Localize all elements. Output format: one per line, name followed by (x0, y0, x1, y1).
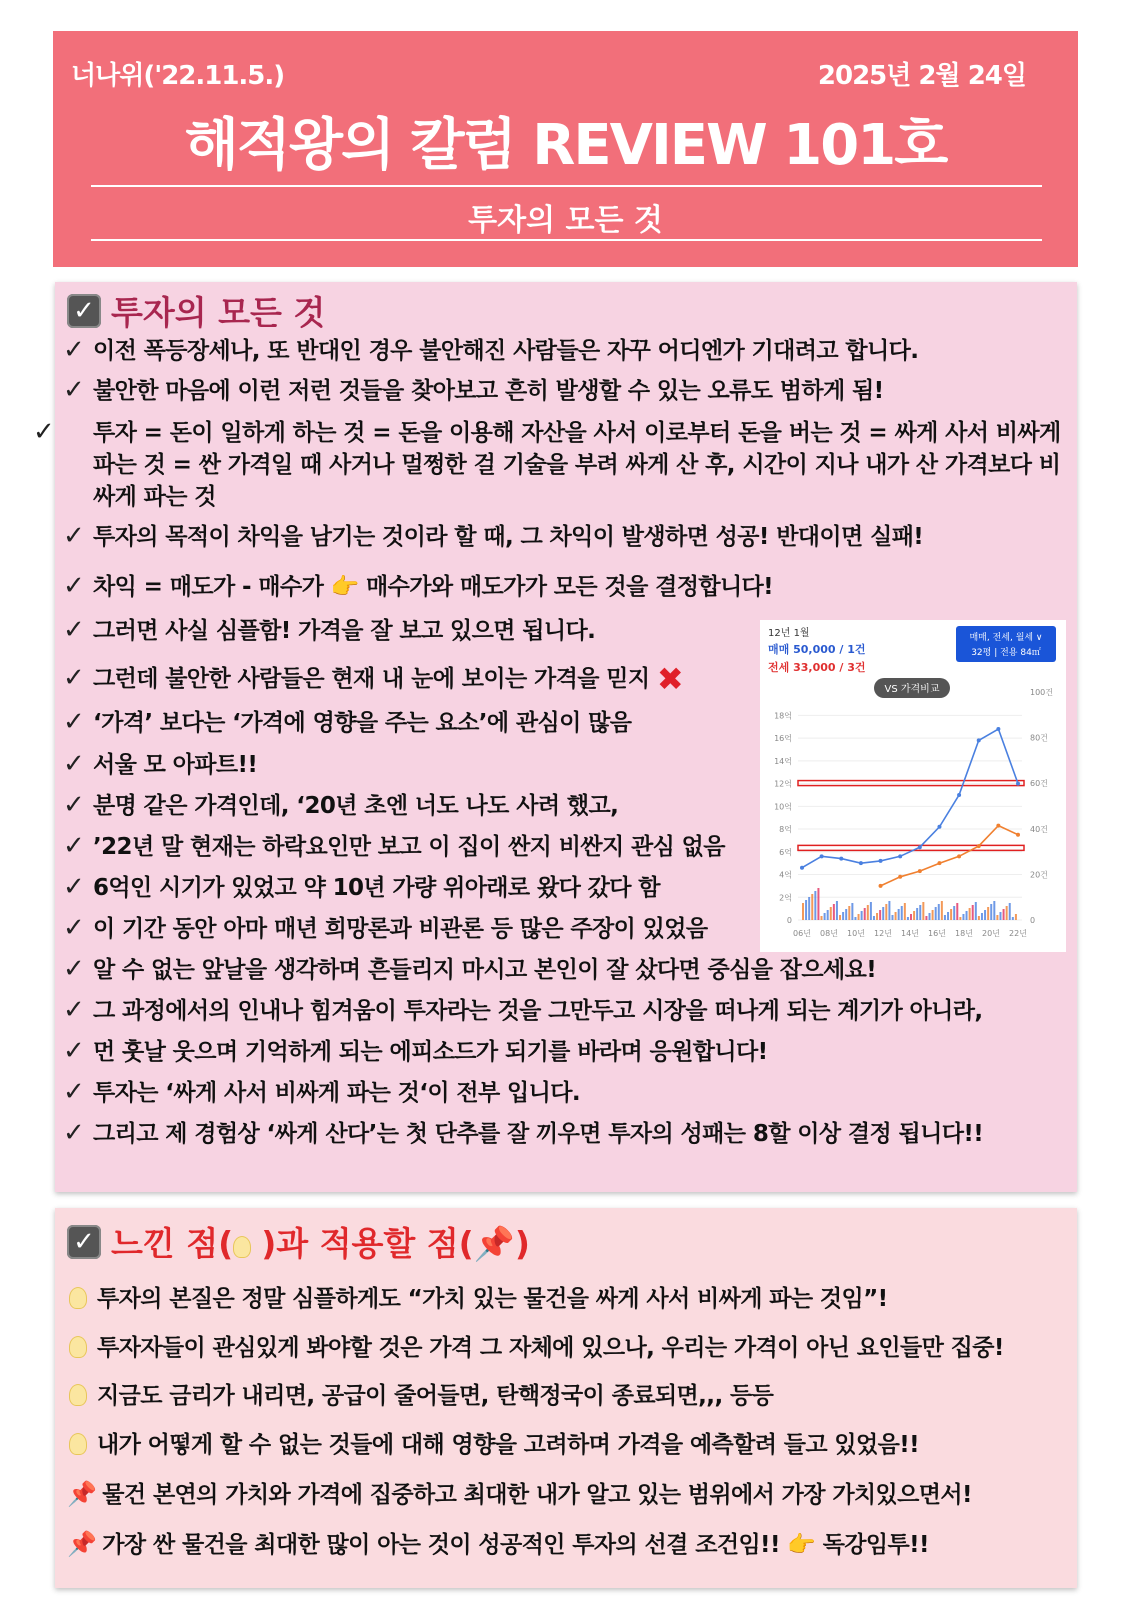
volume-bar (876, 913, 878, 920)
list-item: 지금도 금리가 내리면, 공급이 줄어들면, 탄핵정국이 종료되면,,, 등등 (69, 1380, 773, 1412)
chart-header-date: 12년 1월 (768, 628, 810, 639)
volume-bar (873, 916, 875, 920)
volume-bar (802, 903, 804, 920)
list-item: ✓ 알 수 없는 앞날을 생각하며 흔들리지 마시고 본인이 잘 샀다면 중심을 잡으세요! (63, 954, 877, 984)
volume-bar (885, 904, 887, 920)
y-tick-label: 18억 (774, 711, 792, 721)
plot-area (774, 687, 1053, 938)
check-icon: ✓ (63, 872, 85, 902)
x-tick-label: 14년 (901, 929, 919, 938)
y2-tick-label: 100건 (1030, 688, 1053, 697)
volume-bar (935, 907, 937, 920)
volume-bar (891, 915, 893, 920)
volume-bar (870, 902, 872, 920)
volume-bar (864, 908, 866, 920)
volume-bar (978, 916, 980, 920)
x-tick-label: 22년 (1009, 929, 1027, 938)
list-item: ✓ 투자는 ‘싸게 사서 비싸게 파는 것‘이 전부 입니다. (63, 1077, 581, 1107)
lightbulb-icon (69, 1384, 87, 1406)
volume-bar (898, 909, 900, 920)
section-title: 투자의 모든 것 (111, 293, 326, 332)
volume-bar (1003, 909, 1005, 920)
list-item: ✓ 투자의 목적이 차익을 남기는 것이라 할 때, 그 차익이 발생하면 성공! 반대이면 실패! (63, 521, 924, 551)
volume-bar (996, 915, 998, 920)
volume-bar (904, 903, 906, 920)
list-item: ✓ 서울 모 아파트!! (63, 749, 258, 779)
volume-bar (984, 910, 986, 920)
y-tick-label: 16억 (774, 734, 792, 744)
volume-bar (972, 905, 974, 920)
volume-bar (947, 912, 949, 920)
chart-size-label: 32평 | 전용 84㎡ (971, 648, 1041, 658)
volume-bar (888, 901, 890, 920)
volume-bar (929, 913, 931, 920)
check-icon: ✓ (63, 571, 85, 601)
checkbox-icon: ✓ (67, 294, 101, 328)
volume-bar (966, 911, 968, 920)
check-icon: ✓ (63, 831, 85, 861)
volume-bar (916, 908, 918, 920)
volume-bar (901, 906, 903, 920)
check-icon: ✓ (63, 663, 85, 693)
volume-bar (907, 917, 909, 920)
volume-bar (987, 907, 989, 920)
volume-bar (1015, 914, 1017, 920)
pushpin-icon: 📌 (67, 1530, 97, 1558)
volume-bar (805, 900, 807, 920)
volume-bar (910, 914, 912, 920)
section-header (67, 1218, 530, 1265)
volume-bar (845, 909, 847, 920)
volume-bar (821, 916, 823, 920)
volume-bar (1009, 903, 1011, 920)
volume-bar (848, 906, 850, 920)
divider-top (91, 185, 1042, 187)
section-header (67, 287, 325, 334)
divider-bottom (91, 239, 1042, 241)
series-line (802, 729, 1018, 868)
check-icon: ✓ (63, 1077, 85, 1107)
check-icon: ✓ (33, 417, 55, 447)
volume-bar (895, 912, 897, 920)
volume-bar (1006, 906, 1008, 920)
y-tick-label: 6억 (779, 847, 792, 857)
volume-bar (932, 910, 934, 920)
list-item: 투자자들이 관심있게 봐야할 것은 가격 그 자체에 있으나, 우리는 가격이 아닌 요인들만 집중! (69, 1332, 1004, 1364)
volume-bar (956, 903, 958, 920)
check-icon: ✓ (63, 954, 85, 984)
volume-bar (833, 904, 835, 920)
volume-bar (919, 905, 921, 920)
lightbulb-icon (233, 1236, 251, 1258)
check-icon: ✓ (63, 995, 85, 1025)
list-item: 투자의 본질은 정말 심플하게도 “가치 있는 물건을 싸게 사서 비싸게 파는 것임”! (69, 1283, 888, 1315)
x-tick-label: 20년 (982, 929, 1000, 938)
check-icon: ✓ (63, 749, 85, 779)
check-icon: ✓ (63, 913, 85, 943)
list-item: ✓ 분명 같은 가격인데, ‘20년 초엔 너도 나도 사려 했고, (63, 790, 619, 820)
list-item: ✓ 6억인 시기가 있었고 약 10년 가량 위아래로 왔다 갔다 함 (63, 872, 660, 902)
check-icon: ✓ (63, 615, 85, 645)
volume-bar (1012, 917, 1014, 920)
section-all-about-investing (33, 282, 1077, 1192)
page-title: 해적왕의 칼럼 REVIEW 101호 (184, 113, 947, 178)
volume-bar (950, 909, 952, 920)
y2-tick-label: 20건 (1030, 870, 1048, 880)
volume-bar (879, 910, 881, 920)
volume-bar (993, 901, 995, 920)
lightbulb-icon (69, 1336, 87, 1358)
compare-label: VS 가격비교 (884, 684, 940, 695)
x-tick-label: 12년 (874, 929, 892, 938)
list-item: ✓ 그 과정에서의 인내나 힘겨움이 투자라는 것을 그만두고 시장을 떠나게 되는 계기가 아니라, (63, 995, 983, 1025)
volume-bar (861, 911, 863, 920)
volume-bar (858, 914, 860, 920)
volume-bar (851, 903, 853, 920)
list-item: ✓ 차익 = 매도가 - 매수가 👉 매수가와 매도가가 모든 것을 결정합니다! (63, 571, 774, 601)
chart-filter-label: 매매, 전세, 월세 ∨ (969, 633, 1043, 643)
volume-bar (830, 907, 832, 920)
pushpin-icon: 📌 (67, 1480, 97, 1508)
volume-bar (941, 901, 943, 920)
check-icon: ✓ (63, 521, 85, 551)
y2-tick-label: 40건 (1030, 824, 1048, 834)
check-icon: ✓ (63, 1036, 85, 1066)
volume-bar (842, 912, 844, 920)
list-item: ✓ 먼 훗날 웃으며 기억하게 되는 에피소드가 되기를 바라며 응원합니다! (63, 1036, 768, 1066)
y-tick-label: 2억 (779, 893, 792, 903)
volume-bar (839, 915, 841, 920)
pushpin-icon: 📌 (473, 1224, 515, 1263)
list-item: ✓ 이전 폭등장세나, 또 반대인 경우 불안해진 사람들은 자꾸 어디엔가 기대려고 합니다. (63, 335, 919, 365)
volume-bar (953, 906, 955, 920)
x-tick-label: 18년 (955, 929, 973, 938)
list-item: 📌 물건 본연의 가치와 가격에 집중하고 최대한 내가 알고 있는 범위에서 가장 가치있으면서! (67, 1480, 972, 1508)
x-tick-label: 06년 (793, 929, 811, 938)
check-icon: ✓ (63, 335, 85, 365)
x-tick-label: 16년 (928, 929, 946, 938)
list-item: ✓ ’22년 말 현재는 하락요인만 보고 이 집이 싼지 비싼지 관심 없음 (63, 831, 725, 861)
x-tick-label: 10년 (847, 929, 865, 938)
volume-bar (824, 913, 826, 920)
volume-bar (990, 904, 992, 920)
price-chart-svg (760, 620, 1066, 952)
list-item: ✓ 투자 = 돈이 일하게 하는 것 = 돈을 이용해 자산을 사서 이로부터 돈을 버는 것 = 싸게 사서 비싸게 파는 것 = 싼 가격일 때 사거나 멀쩡한 걸 기술을 부려 싸게 산 후, 시간이 지나 내가 산 가격보다 비싸게 파는 것 (33, 417, 1061, 510)
chart-header-jeonse: 전세 33,000 / 3건 (768, 661, 866, 674)
volume-bar (925, 916, 927, 920)
section-title: 느낀 점( )과 적용할 점(📌) (111, 1224, 530, 1263)
list-item: ✓ 그런데 불안한 사람들은 현재 내 눈에 보이는 가격을 믿지 ✖ (63, 660, 684, 698)
volume-bar (867, 905, 869, 920)
check-icon: ✓ (63, 1118, 85, 1148)
chart-header-sale: 매매 50,000 / 1건 (768, 643, 866, 656)
author-label: 너나위('22.11.5.) (71, 61, 285, 91)
list-item: ✓ 불안한 마음에 이런 저런 것들을 찾아보고 흔히 발생할 수 있는 오류도 범하게 됨! (63, 375, 884, 405)
y-tick-label: 0 (786, 916, 792, 925)
list-item: ✓ 이 기간 동안 아마 매년 희망론과 비관론 등 많은 주장이 있었음 (63, 913, 708, 943)
x-mark-icon: ✖ (656, 660, 684, 698)
y-tick-label: 10억 (774, 802, 792, 812)
list-item: 📌 가장 싼 물건을 최대한 많이 아는 것이 성공적인 투자의 선결 조건임!! 👉 독강임투!! (67, 1530, 929, 1558)
y-tick-label: 12억 (774, 779, 792, 789)
volume-bar (959, 917, 961, 920)
volume-bar (817, 888, 819, 920)
volume-bar (811, 894, 813, 920)
date-label: 2025년 2월 24일 (817, 61, 1026, 91)
check-icon: ✓ (63, 790, 85, 820)
x-tick-label: 08년 (820, 929, 838, 938)
volume-bar (969, 908, 971, 920)
volume-bar (999, 912, 1001, 920)
volume-bar (944, 915, 946, 920)
list-item: ✓ ‘가격’ 보다는 ‘가격에 영향을 주는 요소’에 관심이 많음 (63, 707, 632, 737)
list-item: 내가 어떻게 할 수 없는 것들에 대해 영향을 고려하며 가격을 예측할려 들고 있었음!! (69, 1429, 919, 1461)
y-tick-label: 4억 (779, 870, 792, 880)
y-tick-label: 14억 (774, 756, 792, 766)
lightbulb-icon (69, 1433, 87, 1455)
highlight-box-lower (798, 845, 1024, 850)
check-icon: ✓ (63, 375, 85, 405)
volume-bar (814, 891, 816, 920)
volume-bar (962, 914, 964, 920)
checkbox-icon: ✓ (67, 1225, 101, 1259)
section-reflections (55, 1208, 1077, 1588)
y-tick-label: 8억 (779, 825, 792, 835)
volume-bar (922, 902, 924, 920)
page-subtitle: 투자의 모든 것 (468, 203, 663, 238)
volume-bar (882, 907, 884, 920)
volume-bar (938, 904, 940, 920)
y2-tick-label: 60건 (1030, 779, 1048, 789)
volume-bar (854, 917, 856, 920)
volume-bar (836, 901, 838, 920)
list-item: ✓ 그리고 제 경험상 ‘싸게 산다’는 첫 단추를 잘 끼우면 투자의 성패는 8할 이상 결정 됩니다!! (63, 1118, 984, 1148)
volume-bar (913, 911, 915, 920)
price-chart (760, 620, 1066, 952)
volume-bar (981, 913, 983, 920)
lightbulb-icon (69, 1287, 87, 1309)
y2-tick-label: 0 (1030, 916, 1036, 925)
volume-bar (975, 902, 977, 920)
volume-bar (827, 910, 829, 920)
volume-bar (808, 897, 810, 920)
check-icon: ✓ (63, 707, 85, 737)
y2-tick-label: 80건 (1030, 733, 1048, 743)
list-item: ✓ 그러면 사실 심플함! 가격을 잘 보고 있으면 됩니다. (63, 615, 596, 645)
header-banner (53, 31, 1078, 267)
